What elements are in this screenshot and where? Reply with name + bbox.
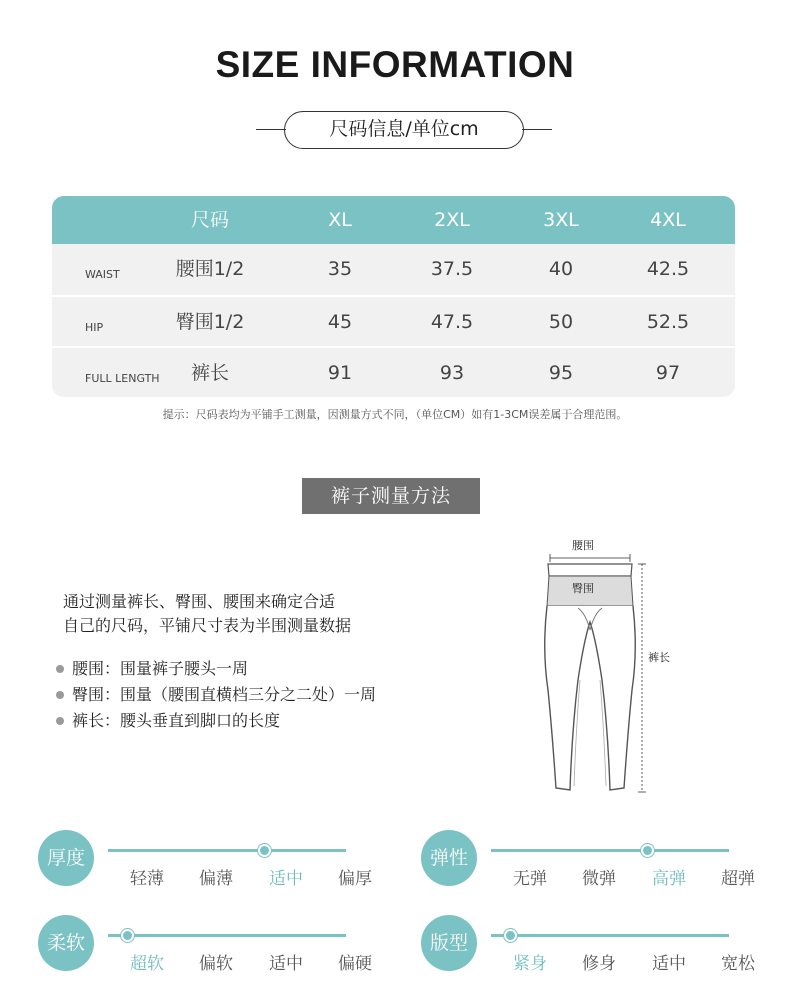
header-xl: XL [328,209,352,231]
size-table [52,196,735,397]
attr-option: 偏厚 [338,869,372,889]
table-row [52,244,735,294]
cell-value: 42.5 [646,258,690,280]
cell-value: 50 [548,311,574,333]
list-item: 裤长：腰头垂直到脚口的长度 [56,708,376,734]
attr-knob [121,929,134,942]
attr-knob [641,844,654,857]
header-4xl: 4XL [650,209,686,231]
attr-track [491,849,729,852]
row-en-label: WAIST [85,268,120,281]
attr-track [108,934,346,937]
length-label: 裤长 [648,651,670,664]
desc-line: 自己的尺码，平铺尺寸表为半围测量数据 [63,616,352,635]
leggings-diagram [530,530,690,800]
cell-value: 45 [327,311,353,333]
attr-option: 偏软 [199,954,233,974]
subtitle-divider-left [256,129,286,130]
list-item: 腰围：围量裤子腰头一周 [56,656,376,682]
list-item: 臀围：围量（腰围直横档三分之二处）一周 [56,682,376,708]
header-size: 尺码 [190,209,229,231]
attr-option: 微弹 [582,869,616,889]
attr-option: 偏薄 [199,869,233,889]
attr-option: 超软 [130,954,164,974]
attr-badge: 厚度 [38,830,94,886]
cell-value: 93 [439,362,465,384]
cell-value: 52.5 [646,311,690,333]
attr-softness [38,915,372,985]
desc-line: 通过测量裤长、臀围、腰围来确定合适 [63,592,336,611]
cell-value: 97 [655,362,681,384]
attr-option: 适中 [652,954,686,974]
table-row [52,346,735,396]
row-name: 裤长 [190,362,229,384]
cell-value: 95 [548,362,574,384]
measure-description [63,590,351,638]
attr-track [108,849,346,852]
attr-fit [421,915,755,985]
attr-option: 适中 [269,869,303,889]
row-en-label: HIP [85,321,104,334]
page-title: SIZE INFORMATION [215,44,575,85]
header-3xl: 3XL [543,209,579,231]
hip-label: 臀围 [572,582,594,595]
attr-option: 修身 [582,954,616,974]
bullet-dot-icon [56,717,64,725]
attr-elasticity [421,830,755,900]
attr-option: 偏硬 [338,954,372,974]
measurement-note: 提示：尺码表均为平铺手工测量，因测量方式不同，（单位CM）如有1-3CM误差属于合理范围。 [162,408,628,421]
attr-option: 无弹 [513,869,547,889]
bullet-dot-icon [56,691,64,699]
bullet-dot-icon [56,665,64,673]
attr-knob [258,844,271,857]
row-name: 臀围1/2 [175,311,245,333]
leggings-outline-icon [530,530,690,800]
subtitle [256,111,552,149]
attr-track [491,934,729,937]
subtitle-pill: 尺码信息/单位cm [284,111,524,149]
table-row [52,295,735,345]
waist-label: 腰围 [572,539,594,552]
attr-option: 超弹 [721,869,755,889]
measure-bullets [56,656,376,734]
cell-value: 35 [327,258,353,280]
cell-value: 40 [548,258,574,280]
subtitle-divider-right [522,129,552,130]
attr-option: 轻薄 [130,869,164,889]
attr-option: 适中 [269,954,303,974]
row-en-label: FULL LENGTH [85,372,160,385]
cell-value: 91 [327,362,353,384]
cell-value: 47.5 [430,311,474,333]
attr-badge: 柔软 [38,915,94,971]
attr-option: 高弹 [652,869,686,889]
attr-option: 宽松 [721,954,755,974]
attr-knob [504,929,517,942]
attr-badge: 弹性 [421,830,477,886]
table-header [52,196,735,244]
section-banner: 裤子测量方法 [302,478,480,514]
header-2xl: 2XL [434,209,470,231]
attr-badge: 版型 [421,915,477,971]
row-name: 腰围1/2 [175,258,245,280]
cell-value: 37.5 [430,258,474,280]
attr-thickness [38,830,372,900]
attr-option: 紧身 [513,954,547,974]
